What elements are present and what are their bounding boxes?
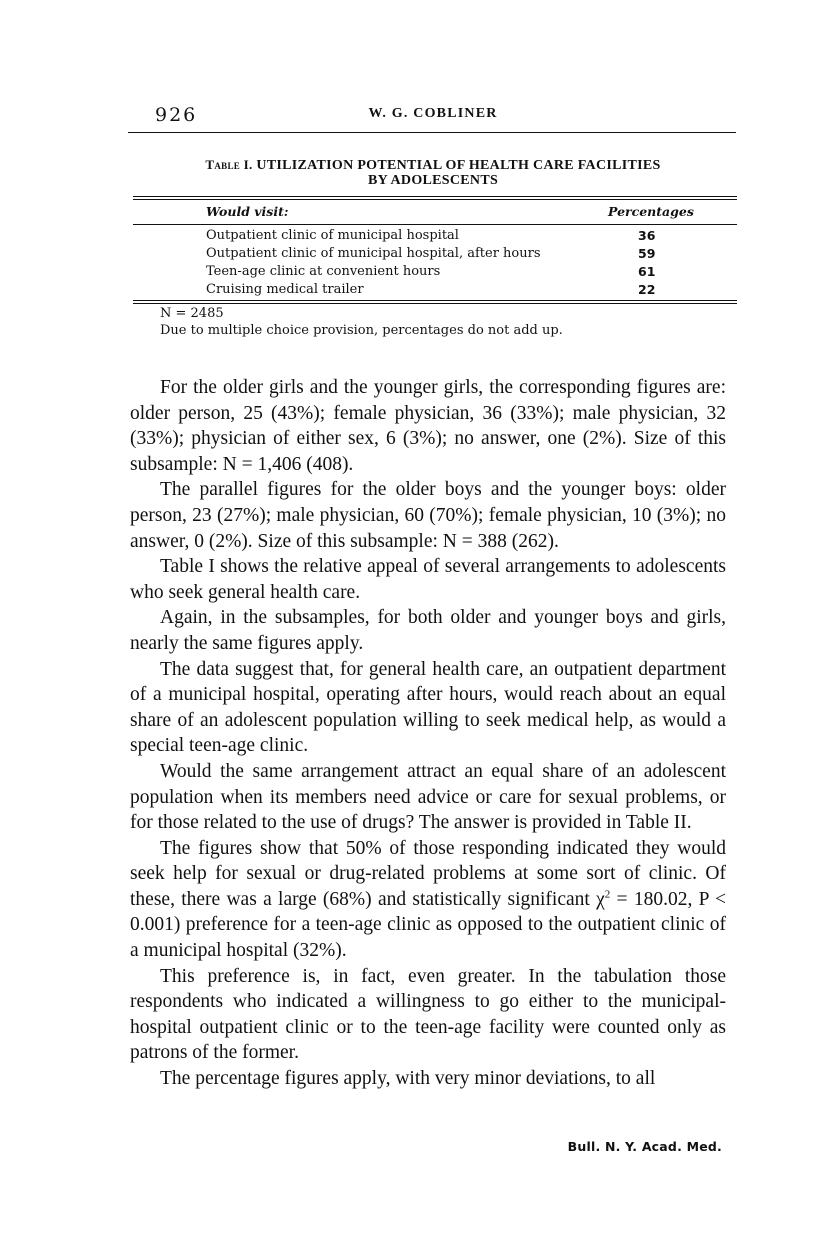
running-head: W. G. COBLINER xyxy=(368,106,498,121)
paragraph: Table I shows the relative appeal of several arrangements to adolescents who seek general health care. xyxy=(130,556,726,603)
table-row xyxy=(206,264,666,282)
table-bottom-rule-2 xyxy=(133,303,737,304)
page-number: 926 xyxy=(155,104,198,126)
table-note-text: Due to multiple choice provision, percentages do not add up. xyxy=(160,323,563,338)
body-text xyxy=(130,375,726,1092)
journal-footer: Bull. N. Y. Acad. Med. xyxy=(567,1139,722,1154)
row-value: 61 xyxy=(638,264,656,279)
paragraph: The data suggest that, for general health care, an outpatient department of a municipal hospital, operating after hours, would reach about an equal share of an adolescent population willing to seek medical help, as would a special teen-age clinic. xyxy=(130,658,726,757)
paragraph-part: = 180.02, P < 0.001) preference for a teen-age clinic as opposed to the outpatient clinic of a municipal hospital (32%). xyxy=(130,888,727,962)
page-header xyxy=(130,104,736,132)
paragraph: For the older girls and the younger girls, the corresponding figures are: older person, 25 (43%); female physician, 36 (33%); male physician, 32 (33%); physician of either sex, 6 (3%); no answer, one (2%). Size of this subsample: N = 1,406 (408). xyxy=(130,377,726,475)
table-title-line1: UTILIZATION POTENTIAL OF HEALTH CARE FACILITIES xyxy=(256,158,661,173)
row-label: Cruising medical trailer xyxy=(206,282,364,297)
row-label: Teen-age clinic at convenient hours xyxy=(206,264,441,279)
paragraph: This preference is, in fact, even greater. In the tabulation those respondents who indicated a willingness to go either to the municipal-hospital outpatient clinic or to the teen-age facility were counted only as patrons of the former. xyxy=(130,965,726,1064)
paragraph: The percentage figures apply, with very minor deviations, to all xyxy=(160,1068,656,1090)
row-label: Outpatient clinic of municipal hospital, after hours xyxy=(206,246,541,261)
table-title-line2: BY ADOLESCENTS xyxy=(367,173,499,188)
table-top-rule xyxy=(133,196,737,197)
row-value: 22 xyxy=(638,282,656,297)
table-row xyxy=(206,246,666,264)
column-header-would-visit: Would visit: xyxy=(206,204,289,219)
paragraph: Again, in the subsamples, for both older and younger boys and girls, nearly the same figures apply. xyxy=(130,607,726,654)
superscript: 2 xyxy=(604,888,611,901)
paragraph: The parallel figures for the older boys and the younger boys: older person, 23 (27%); male physician, 60 (70%); female physician, 10 (3%); no answer, 0 (2%). Size of this subsample: N = 388 (262). xyxy=(130,479,726,552)
paragraph-part: The figures show that 50% of those responding indicated they would seek help for sexual or drug-related problems at some sort of clinic. Of these, there was a large (68%) and statistically significant χ xyxy=(130,837,726,910)
table-header-rule xyxy=(133,224,737,225)
table-row xyxy=(206,282,666,300)
column-header-percentages: Percentages xyxy=(608,204,694,219)
table-bottom-rule xyxy=(133,300,737,301)
row-value: 36 xyxy=(638,228,656,243)
row-value: 59 xyxy=(638,246,656,261)
table-label: Table I. xyxy=(205,157,253,172)
table-row xyxy=(206,228,666,246)
row-label: Outpatient clinic of municipal hospital xyxy=(206,228,459,243)
header-rule xyxy=(128,132,736,133)
table-title xyxy=(130,157,736,188)
paragraph xyxy=(130,836,726,964)
table-note-n: N = 2485 xyxy=(160,306,224,321)
table-top-rule-2 xyxy=(133,199,737,200)
paragraph: Would the same arrangement attract an equal share of an adolescent population when its members need advice or care for sexual problems, or for those related to the use of drugs? The answer is provided in Table II. xyxy=(130,760,726,834)
